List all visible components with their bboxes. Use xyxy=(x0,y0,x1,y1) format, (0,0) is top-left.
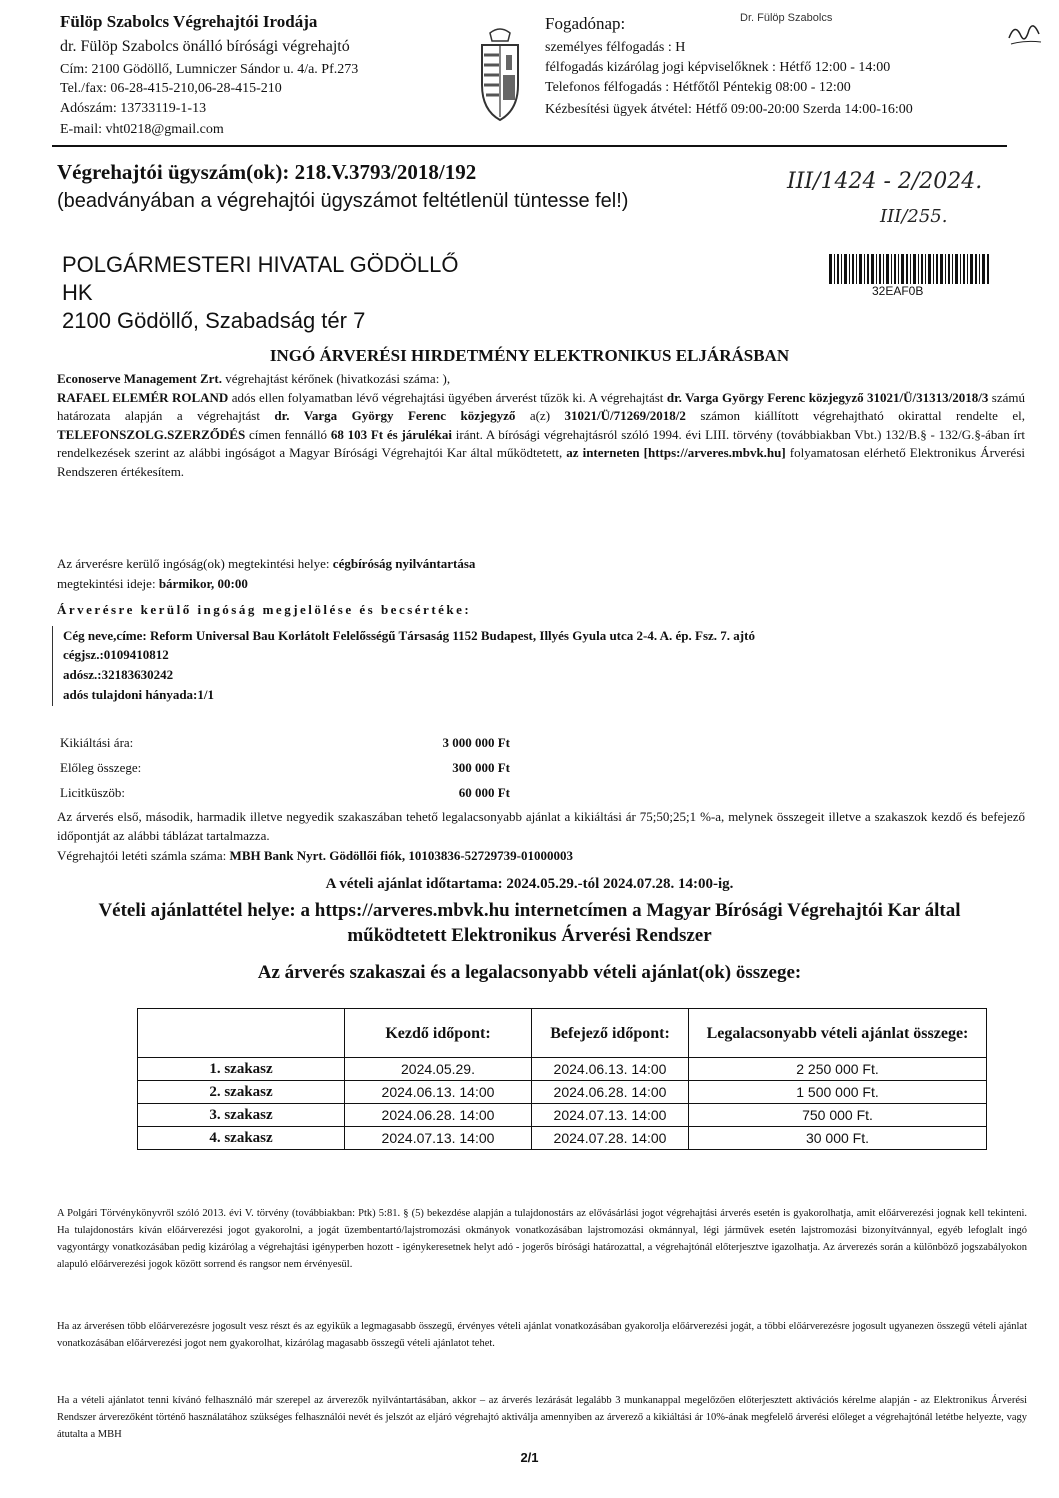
stage-name: 3. szakasz xyxy=(138,1104,345,1127)
document-title: INGÓ ÁRVERÉSI HIRDETMÉNY ELEKTRONIKUS ELJÁRÁSBAN xyxy=(269,346,790,365)
reception-title: Fogadónap: xyxy=(545,14,626,33)
intro-text: végrehajtást kérőnek (hivatkozási száma: ), xyxy=(222,371,451,386)
intro-text: folyamatosan elérhető Elektronikus Árverési Rendszeren értékesítem. xyxy=(57,445,1025,479)
coat-of-arms-icon xyxy=(470,25,530,125)
office-tax-id: Adószám: 13733119-1-13 xyxy=(60,101,207,116)
barcode-icon xyxy=(829,254,989,284)
table-header-start: Kezdő időpont: xyxy=(345,1009,532,1058)
accessories: járulékai xyxy=(401,426,452,442)
deposit-amount: 300 000 Ft xyxy=(452,760,510,775)
stage-start: 2024.07.13. 14:00 xyxy=(345,1127,532,1150)
stages-table xyxy=(137,1008,987,1150)
table-row xyxy=(138,1104,987,1127)
recipient-address: 2100 Gödöllő, Szabadság tér 7 xyxy=(62,308,366,333)
creditor-name: Econoserve Management Zrt. xyxy=(57,371,222,386)
item-ownership-share: adós tulajdoni hányada:1/1 xyxy=(63,687,214,702)
handwritten-line-1: III/1424 - 2/2024. xyxy=(787,169,983,194)
intro-text: adós ellen folyamatban lévő végrehajtási ügyében árverést tűzök ki. A végrehajtást xyxy=(228,389,667,405)
item-tax-number: adósz.:32183630242 xyxy=(63,667,174,682)
stage-name: 1. szakasz xyxy=(138,1058,345,1081)
office-name: Fülöp Szabolcs Végrehajtói Irodája xyxy=(60,12,318,31)
stage-end: 2024.07.13. 14:00 xyxy=(532,1104,689,1127)
reception-delivery: Kézbesítési ügyek átvétel: Hétfő 09:00-20:00 Szerda 14:00-16:00 xyxy=(545,102,913,117)
table-row xyxy=(138,1058,987,1081)
case-number: Végrehajtói ügyszám(ok): 218.V.3793/2018/192 xyxy=(57,160,477,184)
stage-min-offer: 750 000 Ft. xyxy=(689,1104,987,1127)
table-header-end: Befejező időpont: xyxy=(532,1009,689,1058)
item-block-border xyxy=(52,626,53,706)
notary-name: dr. Varga György Ferenc közjegyző xyxy=(274,408,516,423)
note-multiple-pre-emption: Ha az árverésen több előárverezésre jogosult vesz részt és az egyikük a legmagasabb összegű, érvényes vételi ajánlat vonatkozásában gyakorolja előárverezési jogát, a többi előárverezésre jogosult ugyanezen összegű vételi ajánlat vonatkozásában előárverezési jogot nem gyakorolhat, kizárólag magasabb összegű vételi ajánlatot tehet. xyxy=(57,1321,1027,1349)
page-number: 2/1 xyxy=(520,1450,539,1465)
signature-icon xyxy=(1005,12,1045,52)
items-heading: Árverésre kerülő ingóság megjelölése és becsértéke: xyxy=(57,602,472,617)
item-registration: cégjsz.:0109410812 xyxy=(63,647,169,662)
stage-min-offer: 2 250 000 Ft. xyxy=(689,1058,987,1081)
table-header-row xyxy=(138,1009,987,1058)
stages-description: Az árverés első, második, harmadik illetve negyedik szakaszában tehető legalacsonyabb ajánlat a kikiáltási ár 75;50;25;1 %-a, melynek összegeit illetve a szakaszok kezdő és befejező időpontját az alábbi táblázat tartalmazza. xyxy=(57,809,1025,843)
recipient-name: POLGÁRMESTERI HIVATAL GÖDÖLLŐ xyxy=(62,252,459,277)
viewing-place: Az árverésre kerülő ingóság(ok) megtekintési helye: cégbíróság nyilvántartása xyxy=(57,556,476,571)
table-header-empty xyxy=(138,1009,345,1058)
offer-place-line-1: Vételi ajánlattétel helye: a https://arveres.mbvk.hu internetcímen a Magyar Bírósági Végrehajtói Kar által xyxy=(98,900,961,921)
table-row xyxy=(138,1081,987,1104)
deposit-account: Végrehajtói letéti számla száma: MBH Bank Nyrt. Gödöllői fiók, 10103836-52729739-01000003 xyxy=(57,848,573,863)
stage-min-offer: 1 500 000 Ft. xyxy=(689,1081,987,1104)
auction-website: az interneten [https://arveres.mbvk.hu] xyxy=(566,445,786,460)
deposit-account-number: MBH Bank Nyrt. Gödöllői fiók, 10103836-52729739-01000003 xyxy=(229,848,573,863)
enforceable-document-ref: 31021/Ü/71269/2018/2 xyxy=(564,408,686,423)
office-stamp: Dr. Fülöp Szabolcs xyxy=(740,12,833,24)
stage-start: 2024.06.28. 14:00 xyxy=(345,1104,532,1127)
intro-text: címen fennálló xyxy=(245,426,331,442)
office-address: Cím: 2100 Gödöllő, Lumniczer Sándor u. 4/a. Pf.273 xyxy=(60,62,359,77)
debtor-name: RAFAEL ELEMÉR ROLAND xyxy=(57,389,229,405)
stage-end: 2024.06.28. 14:00 xyxy=(532,1081,689,1104)
intro-paragraph xyxy=(57,370,1025,481)
bailiff-name: dr. Fülöp Szabolcs önálló bírósági végrehajtó xyxy=(60,38,350,55)
case-number-hint: (beadványában a végrehajtói ügyszámot feltétlenül tüntesse fel!) xyxy=(57,190,629,212)
notary-decision: dr. Varga György Ferenc közjegyző 31021/Ü/31313/2018/3 xyxy=(666,389,989,405)
table-row xyxy=(138,1127,987,1150)
handwritten-line-2: III/255. xyxy=(880,206,948,227)
office-email: E-mail: vht0218@gmail.com xyxy=(60,122,224,137)
stages-heading: Az árverés szakaszai és a legalacsonyabb vételi ajánlat(ok) összege: xyxy=(257,962,802,983)
handwritten-registration xyxy=(785,160,983,230)
offer-place-line-2: működtetett Elektronikus Árverési Rendszer xyxy=(347,925,712,946)
stage-end: 2024.07.28. 14:00 xyxy=(532,1127,689,1150)
viewing-time: megtekintési ideje: bármikor, 00:00 xyxy=(57,576,248,591)
debt-amount: 68 103 Ft és xyxy=(330,426,398,442)
starting-price: 3 000 000 Ft xyxy=(442,735,510,750)
intro-text: iránt. A bírósági végrehajtásról szóló 1994. évi LIII. törvény (továbbiakban Vbt.) 132/B.§ - 132/G.§-ában írt rendelkezések szerint az alábbi ingóságot a Magyar Bírósági Végrehajtói Kar által működtetett, xyxy=(57,426,1026,460)
intro-text: számon kiállított végrehajtható okirattal rendelte el, xyxy=(685,408,1026,423)
deposit-label: Előleg összege: xyxy=(60,760,142,775)
header-divider xyxy=(52,145,1007,147)
stage-start: 2024.06.13. 14:00 xyxy=(345,1081,532,1104)
bid-step-label: Licitküszöb: xyxy=(60,785,125,800)
note-pre-emption-right: A Polgári Törvénykönyvről szóló 2013. évi V. törvény (továbbiakban: Ptk) 5:81. § (5) bekezdése alapján a tulajdonostárs az elővásárlási jogot végrehajtási árverés esetén is gyakorolhatja, amit előárverezési jognak kell tekinteni. Ha tulajdonostárs kíván előárverezési jogot gyakorolni, a jogát üzembentartó/lajstromozási okmányok vonatkozásában lajstromozási okmánnyal, légi járművek esetén lajstromozási bizonyítvánnyal, egyéb lefoglalt ingó vagyontárgy vonatkozásában pedig kizárólag a végrehajtási igényperben hozott - igénykeresetnek helyt adó - jogerős bírósági határozattal, a végrehajtónál előterjesztve igazolhatja. Az árverezés során a különböző jogszabályokon alapuló előárverezési jogok között sorrend és rangsor nem érvényesül. xyxy=(57,1208,1027,1270)
viewing-place-value: cégbíróság nyilvántartása xyxy=(332,556,476,571)
barcode-code: 32EAF0B xyxy=(872,284,924,298)
viewing-time-value: bármikor, 00:00 xyxy=(158,576,248,591)
intro-text: számú határozata alapján a végrehajtást xyxy=(57,389,1025,423)
stage-name: 4. szakasz xyxy=(138,1127,345,1150)
stage-min-offer: 30 000 Ft. xyxy=(689,1127,987,1150)
offer-period: A vételi ajánlat időtartama: 2024.05.29.-tól 2024.07.28. 14:00-ig. xyxy=(325,876,734,892)
table-header-min-offer: Legalacsonyabb vételi ajánlat összege: xyxy=(689,1009,987,1058)
intro-text: a(z) xyxy=(515,408,565,423)
stage-end: 2024.06.13. 14:00 xyxy=(532,1058,689,1081)
item-company: Cég neve,címe: Reform Universal Bau Korlátolt Felelősségű Társaság 1152 Budapest, Illyés Gyula utca 2-4. A. ép. Fsz. 7. ajtó xyxy=(63,628,755,643)
recipient-line-2: HK xyxy=(62,280,93,305)
reception-personal: személyes félfogadás : H xyxy=(545,40,686,55)
reception-lawyers: félfogadás kizárólag jogi képviselőknek : Hétfő 12:00 - 14:00 xyxy=(545,60,891,75)
office-phone: Tel./fax: 06-28-415-210,06-28-415-210 xyxy=(60,81,282,96)
reception-phone: Telefonos félfogadás : Hétfőtől Péntekig 08:00 - 12:00 xyxy=(545,80,851,95)
starting-price-label: Kikiáltási ára: xyxy=(60,735,134,750)
bid-step: 60 000 Ft xyxy=(458,785,510,800)
stage-start: 2024.05.29. xyxy=(345,1058,532,1081)
stage-name: 2. szakasz xyxy=(138,1081,345,1104)
contract-type: TELEFONSZOLG.SZERZŐDÉS xyxy=(57,426,246,442)
note-activation: Ha a vételi ajánlatot tenni kívánó felhasználó már szerepel az árverezők nyilvántartásában, akkor – az árverés lezárását legalább 3 munkanappal megelőzően előterjesztett aktivációs kérelme alapján - az Elektronikus Árverési Rendszer árverezőként történő használatához szükséges felhasználói nevét és jelszót az eljáró végrehajtó aktiválja amennyiben az árverező a kikiáltási ár 10%-ának megfelelő árverési előleget a végrehajtónál letétbe helyezte, vagy átutalta a MBH xyxy=(57,1395,1027,1440)
